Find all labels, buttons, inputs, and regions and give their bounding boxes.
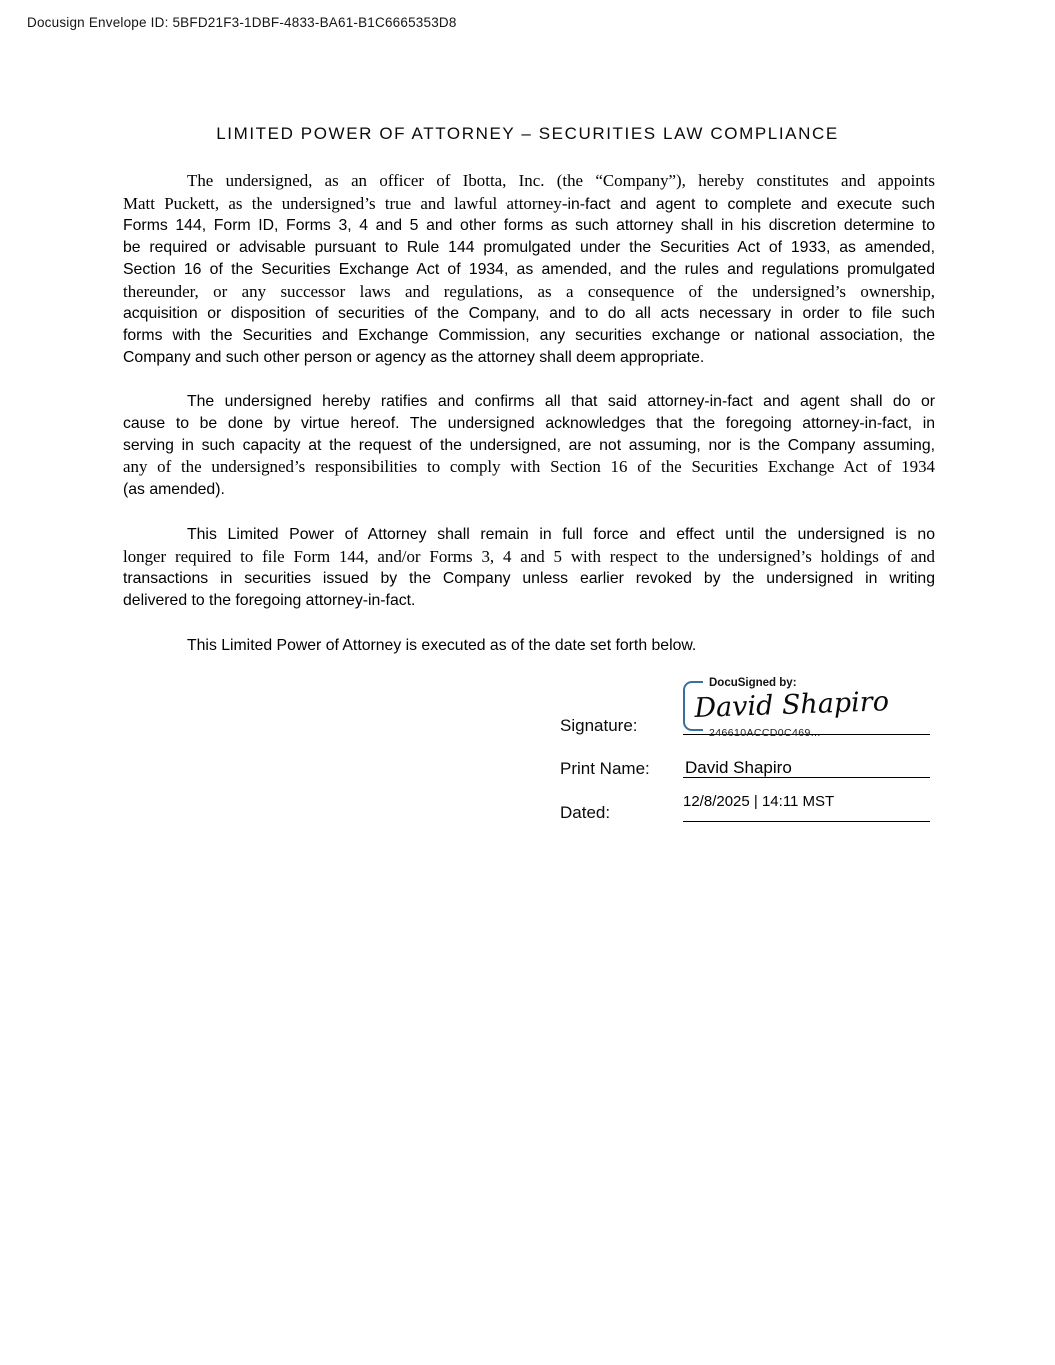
body-text-segment: (as amended). bbox=[123, 481, 225, 499]
body-line bbox=[123, 347, 935, 369]
body-line bbox=[123, 281, 935, 304]
body-line bbox=[123, 435, 935, 457]
signature-script: David Shapiro bbox=[693, 686, 890, 724]
body-line bbox=[123, 170, 935, 193]
paragraph bbox=[123, 391, 935, 501]
document-body bbox=[123, 170, 935, 679]
body-text-segment: The undersigned hereby ratifies and confirms all that said attorney-in-fact and agent shall do or bbox=[187, 393, 935, 411]
body-line bbox=[123, 546, 935, 569]
body-line bbox=[123, 590, 935, 612]
body-text-segment: Section 16 of the Securities Exchange Act of 1934, as amended, and the rules and regulations promulgated bbox=[123, 260, 935, 278]
body-text-segment: serving in such capacity at the request of the undersigned, are not assuming, nor is the Company assuming, bbox=[123, 436, 935, 454]
body-line bbox=[123, 391, 935, 413]
body-line bbox=[123, 568, 935, 590]
body-text-segment: This Limited Power of Attorney is executed as of the date set forth below. bbox=[187, 636, 697, 654]
dated-label: Dated: bbox=[560, 803, 611, 822]
body-text-segment: Matt Puckett, as the undersigned’s true and lawful attorney- bbox=[123, 193, 568, 213]
dated-value: 12/8/2025 | 14:11 MST bbox=[683, 793, 835, 810]
dated-line bbox=[683, 821, 930, 822]
docusign-envelope-id: Docusign Envelope ID: 5BFD21F3-1DBF-4833-BA61-B1C6665353D8 bbox=[27, 15, 457, 30]
body-text-segment: Company and such other person or agency as the attorney shall deem appropriate. bbox=[123, 348, 705, 366]
body-line bbox=[123, 193, 935, 216]
body-line bbox=[123, 259, 935, 281]
docusign-stamp-header: DocuSigned by: bbox=[709, 677, 797, 689]
print-name-label: Print Name: bbox=[560, 759, 650, 778]
body-text-segment: transactions in securities issued by the Company unless earlier revoked by the undersigned in writing bbox=[123, 570, 935, 588]
body-line bbox=[123, 237, 935, 259]
body-text-segment: thereunder, or any successor laws and regulations, as a consequence of the undersigned’s ownership, bbox=[123, 281, 935, 301]
body-line bbox=[123, 303, 935, 325]
body-text-segment: any of the undersigned’s responsibilities to comply with Section 16 of the Securities Exchange Act of 1934 bbox=[123, 457, 935, 477]
paragraph bbox=[123, 170, 935, 368]
body-line bbox=[123, 325, 935, 347]
body-line bbox=[123, 456, 935, 479]
body-text-segment: forms with the Securities and Exchange Commission, any securities exchange or national association, the bbox=[123, 326, 935, 344]
body-line bbox=[123, 215, 935, 237]
body-line bbox=[123, 524, 935, 546]
document-title: LIMITED POWER OF ATTORNEY – SECURITIES LAW COMPLIANCE bbox=[216, 124, 839, 143]
body-line bbox=[123, 479, 935, 501]
body-text-segment: This Limited Power of Attorney shall remain in full force and effect until the undersigned is no bbox=[187, 525, 935, 543]
body-text-segment: The undersigned, as an officer of Ibotta, Inc. (the “Company”), hereby constitutes and appoints bbox=[187, 171, 935, 190]
docusign-stamp-id: 246610ACCD0C469... bbox=[709, 727, 821, 739]
body-line bbox=[123, 635, 935, 657]
paragraph bbox=[123, 635, 935, 657]
print-name-line bbox=[683, 777, 930, 778]
body-text-segment: in-fact and agent to complete and execute such bbox=[567, 195, 936, 213]
body-line bbox=[123, 413, 935, 435]
paragraph bbox=[123, 524, 935, 612]
body-text-segment: be required or advisable pursuant to Rule 144 promulgated under the Securities Act of 1933, as amended, bbox=[123, 239, 935, 257]
body-text-segment: acquisition or disposition of securities of the Company, and to do all acts necessary in order to file such bbox=[123, 305, 935, 323]
signature-label: Signature: bbox=[560, 716, 638, 735]
body-text-segment: longer required to file Form 144, and/or Forms 3, 4 and 5 with respect to the undersigned’s holdings of and bbox=[123, 546, 935, 566]
body-text-segment: Forms 144, Form ID, Forms 3, 4 and 5 and other forms as such attorney shall in his discretion determine to bbox=[123, 217, 935, 235]
print-name-value: David Shapiro bbox=[685, 758, 792, 777]
body-text-segment: delivered to the foregoing attorney-in-fact. bbox=[123, 591, 416, 609]
body-text-segment: cause to be done by virtue hereof. The undersigned acknowledges that the foregoing attorney-in-fact, in bbox=[123, 415, 935, 433]
